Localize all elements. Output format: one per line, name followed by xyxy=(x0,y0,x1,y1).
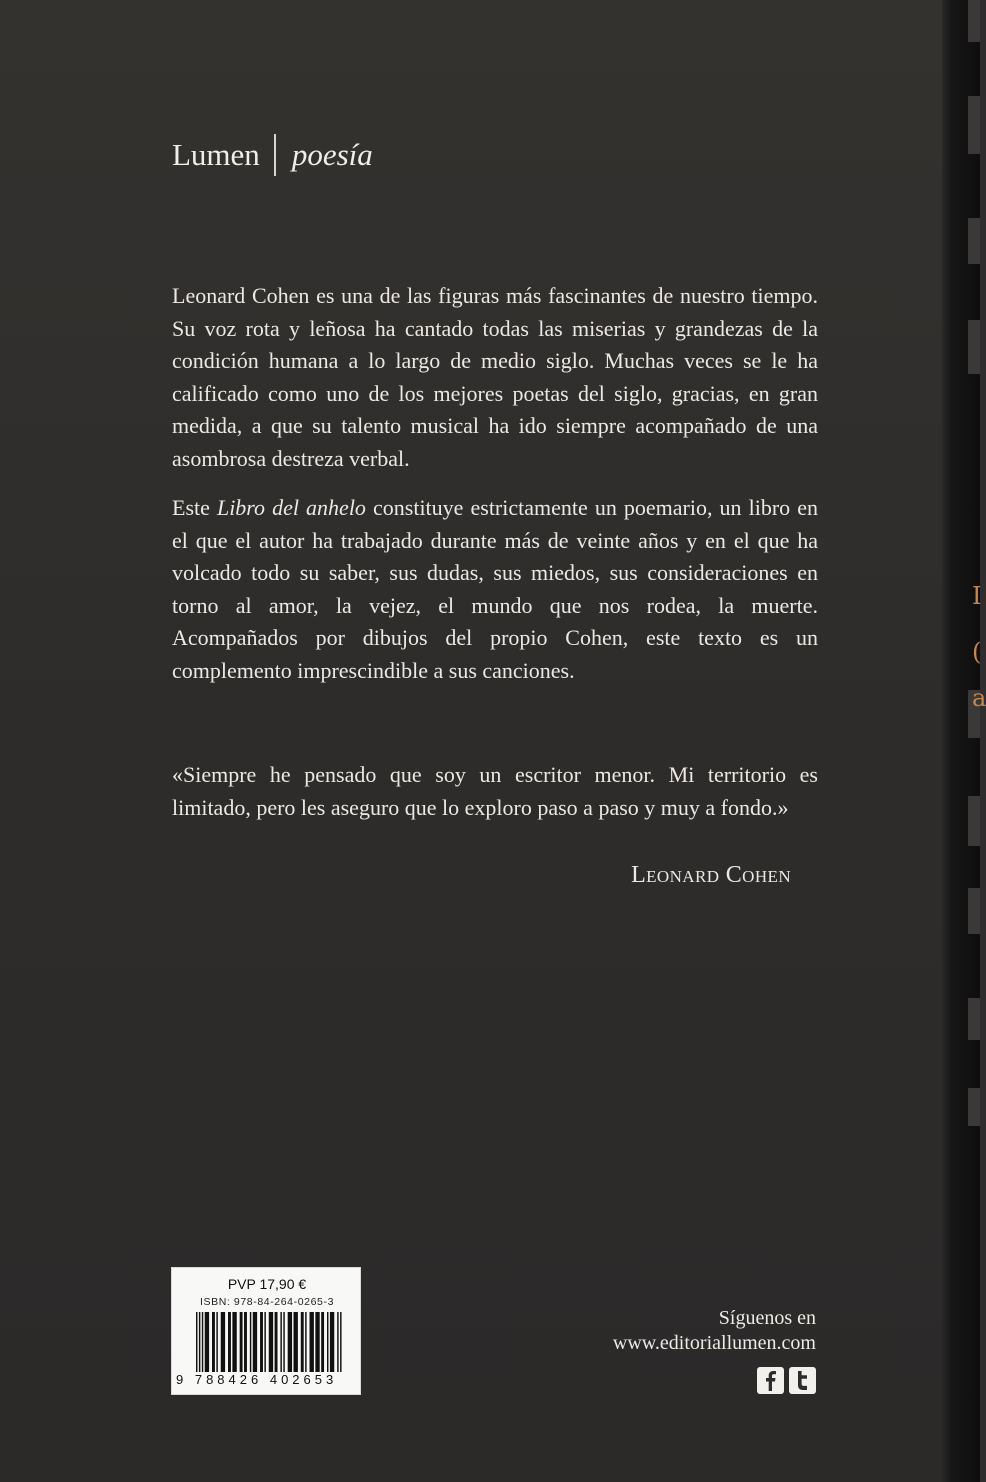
barcode-bar xyxy=(196,1312,197,1372)
synopsis-text-1: Leonard Cohen es una de las figuras más fascinantes de nuestro tiempo. Su voz rota y leñosa ha cantado todas las miserias y grandezas de la condición humana a lo largo de medio siglo. Muchas veces se le ha calificado como uno de los mejores poetas del siglo, gracias, en gran medida, a que su talento musical ha ido siempre acompañado de una asombrosa destreza verbal. xyxy=(172,283,818,471)
barcode-bar xyxy=(283,1312,284,1372)
social-links xyxy=(757,1367,816,1394)
barcode-digits: 9 788426 402653 xyxy=(176,1372,338,1387)
barcode-bar xyxy=(221,1312,225,1372)
twitter-icon[interactable] xyxy=(789,1367,816,1394)
barcode-bar xyxy=(212,1312,215,1372)
barcode-bar xyxy=(280,1312,281,1372)
barcode-bar xyxy=(315,1312,319,1372)
barcode-bar xyxy=(305,1312,306,1372)
barcode-bar xyxy=(244,1312,247,1372)
book-title-italic: Libro del anhelo xyxy=(216,495,366,520)
quote-text: «Siempre he pensado que soy un escritor menor. Mi territorio es limitado, pero les aseguro que lo exploro paso a paso y muy a fondo.» xyxy=(172,762,818,820)
barcode-bar xyxy=(269,1312,273,1372)
barcode-bar xyxy=(253,1312,257,1372)
paragraph-2-suffix: constituye estrictamente un poemario, un libro en el que el autor ha trabajado durante más de veinte años y en el que ha volcado todo su saber, sus dudas, sus miedos, sus consideraciones en torno al amor, la vejez, el mundo que nos rodea, la muerte. Acompañados por dibujos del propio Cohen, este texto es un complemento imprescindible a sus canciones. xyxy=(172,495,818,683)
quote-author: Leonard Cohen xyxy=(631,862,791,888)
price-label: PVP 17,90 € xyxy=(227,1276,307,1292)
barcode-bar xyxy=(205,1312,209,1372)
book-spine xyxy=(942,0,986,1482)
spine-letter-fragment xyxy=(968,320,980,374)
barcode-bar xyxy=(330,1312,334,1372)
barcode-bars xyxy=(196,1312,343,1377)
spine-letter-fragment xyxy=(968,998,980,1040)
publisher-name: Lumen xyxy=(172,137,260,172)
spine-letter-fragment xyxy=(968,96,980,154)
spine-letter-fragment xyxy=(968,796,980,846)
barcode-label xyxy=(171,1267,361,1395)
barcode-bar xyxy=(232,1312,236,1372)
spine-letter-fragment xyxy=(968,218,980,264)
barcode-bar xyxy=(294,1312,298,1372)
barcode-bar xyxy=(250,1312,251,1372)
publisher-logo xyxy=(172,132,373,178)
twitter-glyph xyxy=(793,1370,812,1391)
facebook-glyph xyxy=(761,1370,780,1391)
synopsis-text-2 xyxy=(172,492,818,688)
barcode-bar xyxy=(288,1312,292,1372)
barcode-bar xyxy=(321,1312,324,1372)
barcode-bar xyxy=(275,1312,278,1372)
publisher-website-link[interactable]: www.editoriallumen.com xyxy=(612,1332,816,1354)
spine-orange-letter: ( xyxy=(972,638,982,666)
spine-letter-fragment xyxy=(968,0,980,42)
author-quote xyxy=(172,759,818,824)
spine-letter-fragment xyxy=(968,1088,980,1126)
spine-orange-letter: a xyxy=(972,684,986,712)
facebook-icon[interactable] xyxy=(757,1367,784,1394)
barcode-bar xyxy=(240,1312,243,1372)
paragraph-2-prefix: Este xyxy=(172,495,217,520)
barcode-bar xyxy=(327,1312,328,1372)
synopsis-paragraph-2 xyxy=(172,492,818,688)
barcode-bar xyxy=(228,1312,231,1372)
logo-divider xyxy=(274,134,276,176)
spine-orange-letter: I xyxy=(972,582,982,610)
isbn-label: ISBN: 978-84-264-0265-3 xyxy=(199,1296,335,1308)
barcode-bar xyxy=(199,1312,200,1372)
synopsis-paragraph-1 xyxy=(172,280,818,476)
barcode-bar xyxy=(310,1312,314,1372)
barcode-bar xyxy=(260,1312,263,1372)
barcode-bar xyxy=(264,1312,265,1372)
spine-letter-fragment xyxy=(968,888,980,934)
barcode-bar xyxy=(216,1312,217,1372)
barcode-bar xyxy=(202,1312,203,1372)
follow-label: Síguenos en xyxy=(718,1307,816,1329)
collection-name: poesía xyxy=(291,137,373,172)
barcode-bar xyxy=(340,1312,341,1372)
barcode-bar xyxy=(337,1312,338,1372)
barcode-bar xyxy=(301,1312,304,1372)
